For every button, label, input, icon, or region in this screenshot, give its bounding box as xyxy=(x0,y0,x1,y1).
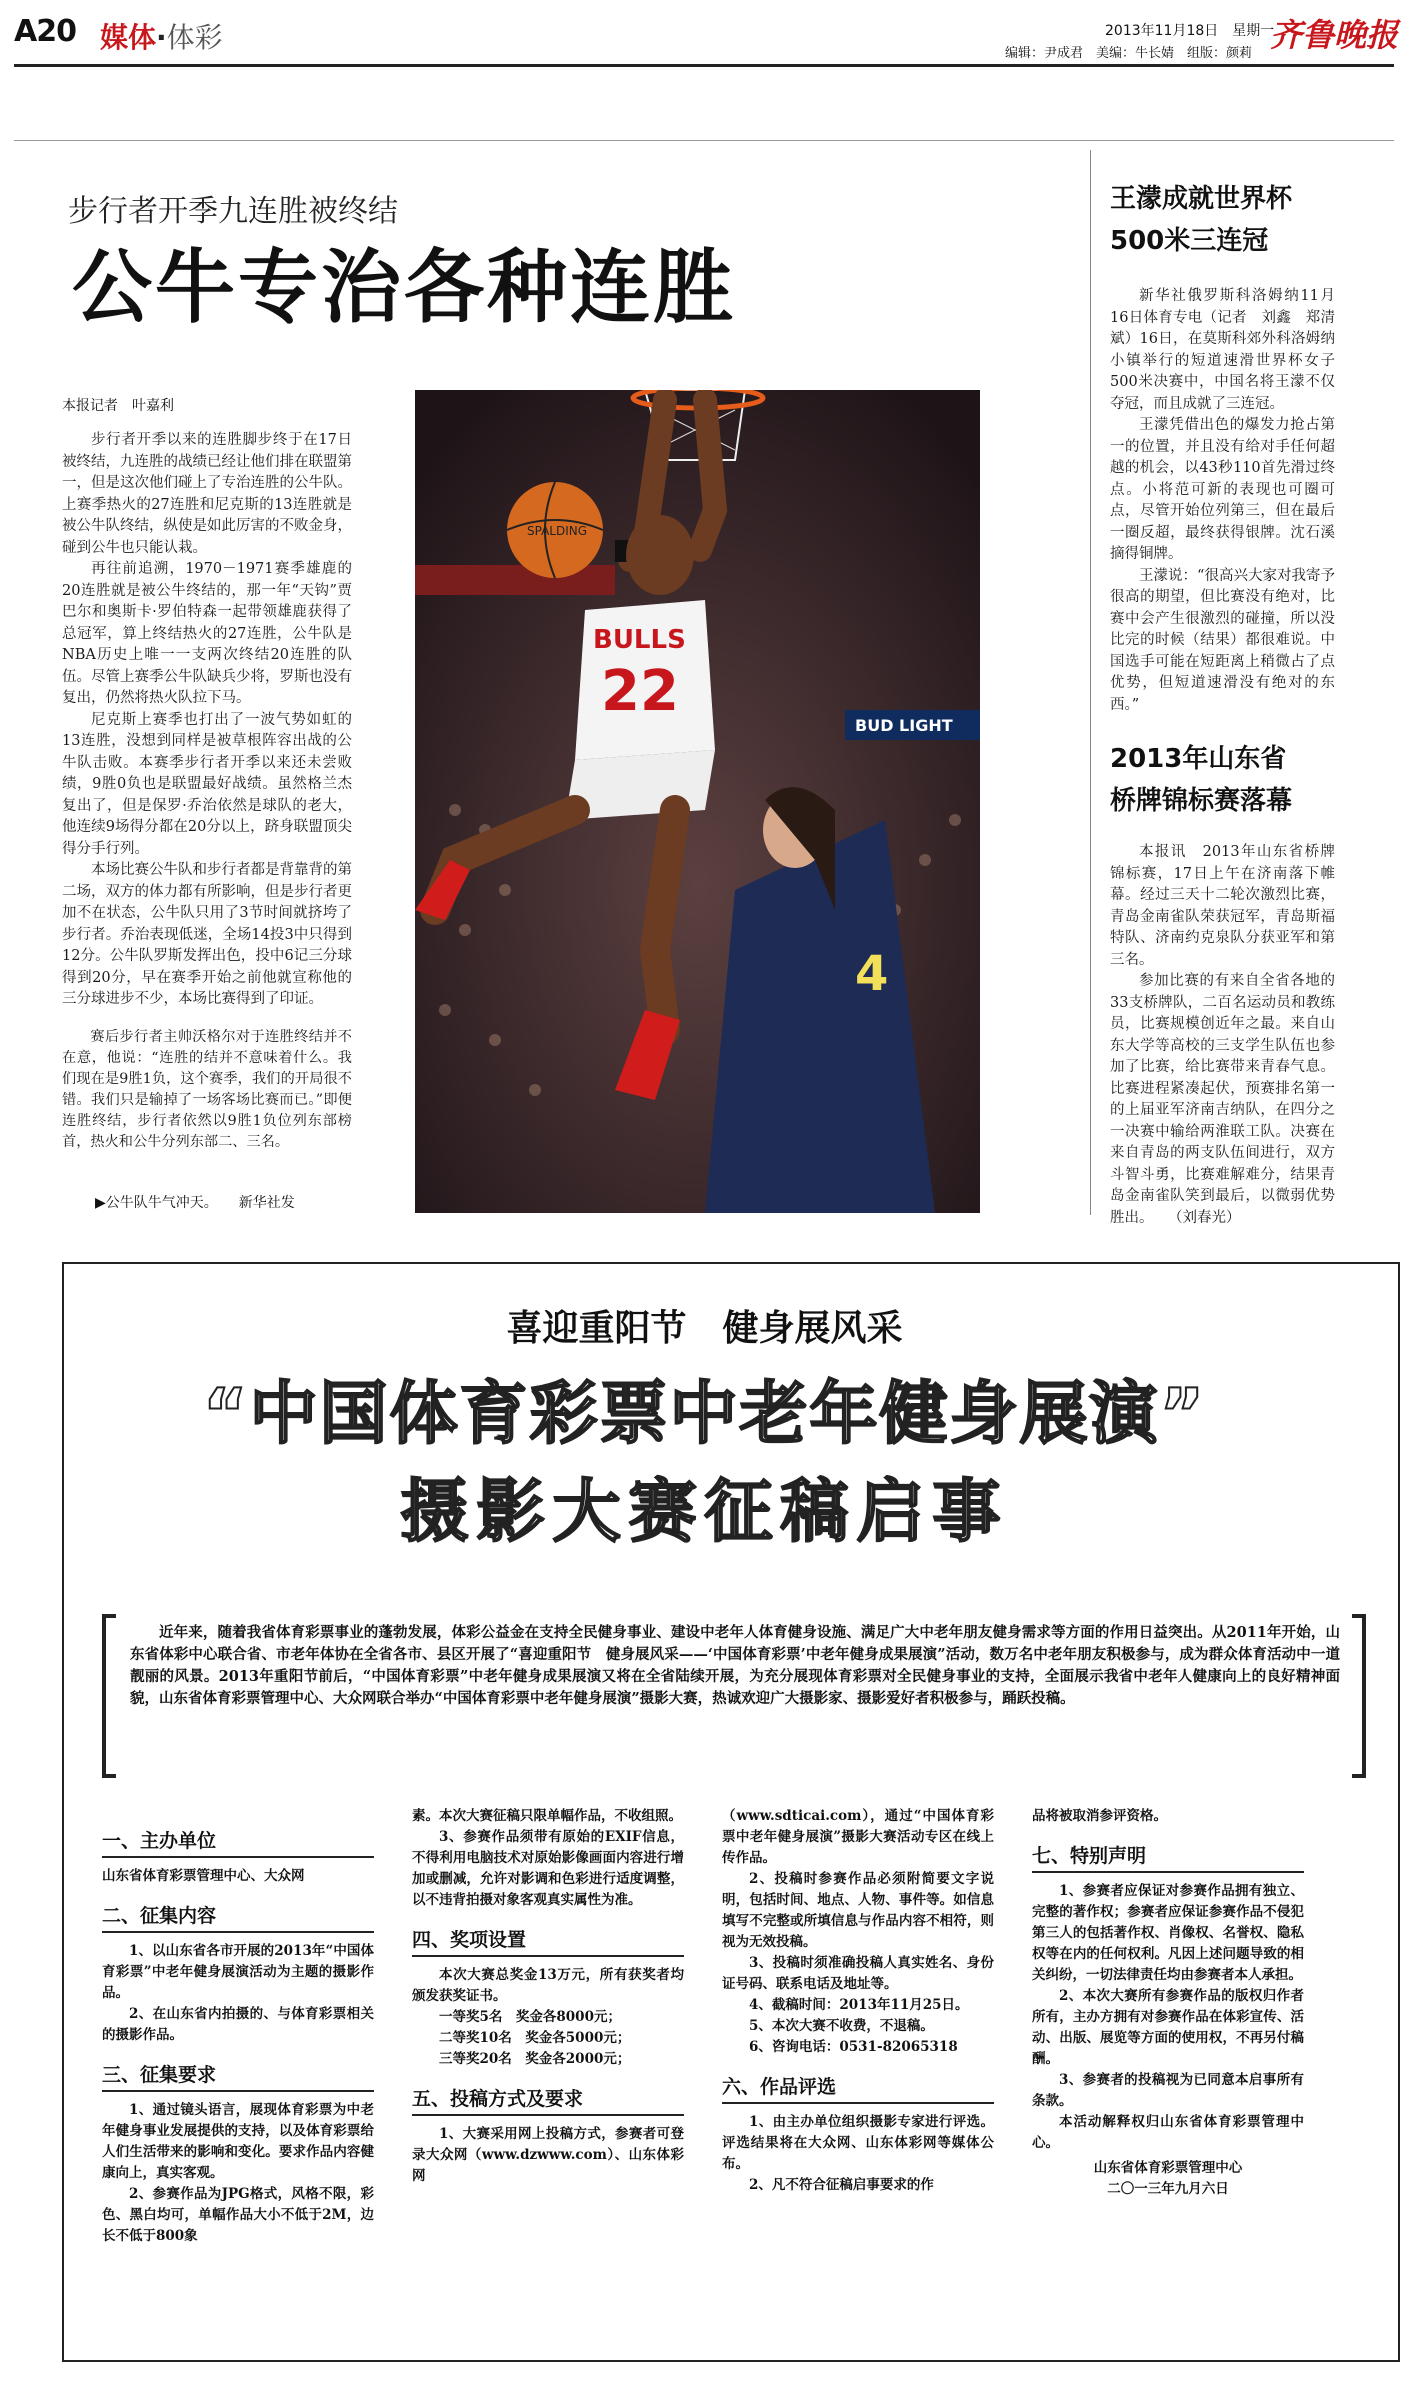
section-paragraph: （www.sdticai.com），通过“中国体育彩票中老年健身展演”摄影大赛活动专区在线上传作品。 xyxy=(722,1808,994,1866)
side1-body xyxy=(1110,286,1335,716)
side1-title xyxy=(1110,178,1292,262)
lead-body xyxy=(62,430,352,1011)
ad-column-4 xyxy=(1032,1806,1304,2200)
newspaper-logo: 齐鲁晚报 xyxy=(1270,16,1399,54)
section-heading: 四、奖项设置 xyxy=(412,1925,684,1957)
section-paragraph: 3、投稿时须准确投稿人真实姓名、身份证号码、联系电话及地址等。 xyxy=(722,1955,994,1992)
editors-line: 编辑：尹成君 美编：牛长婧 组版：颜莉 xyxy=(1005,46,1253,61)
ad-column-2 xyxy=(412,1806,684,2187)
section-heading: 七、特别声明 xyxy=(1032,1841,1304,1873)
section-body xyxy=(412,1965,684,2070)
section-paragraph: 2、投稿时参赛作品必须附简要文字说明，包括时间、地点、人物、事件等。如信息填写不完整或所填信息与作品内容不相符，则视为无效投稿。 xyxy=(722,1871,994,1950)
photo-caption: ▶公牛队牛气冲天。 新华社发 xyxy=(95,1195,295,1211)
column-divider xyxy=(1090,150,1091,1215)
ad-column-1 xyxy=(102,1812,374,2247)
ad-column-3 xyxy=(722,1806,994,2196)
section-heading: 六、作品评选 xyxy=(722,2072,994,2104)
prize-line: 三等奖20名 奖金各2000元； xyxy=(439,2051,631,2067)
ad-intro xyxy=(130,1622,1340,1710)
side2-paragraph: 本报讯 2013年山东省桥牌锦标赛，17日上午在济南落下帷幕。经过三天十二轮次激烈比赛，青岛金南雀队荣获冠军，青岛斯福特队、济南约克泉队分获亚军和第三名。 xyxy=(1110,844,1335,968)
section-paragraph: 3、参赛者的投稿视为已同意本启事所有条款。 xyxy=(1032,2072,1304,2109)
section-body xyxy=(412,2124,684,2187)
player-leg-right xyxy=(655,810,675,1030)
prize-line: 一等奖5名 奖金各8000元； xyxy=(439,2009,621,2025)
intro-bracket-left xyxy=(102,1614,116,1778)
section-paragraph: 6、咨询电话：0531-82065318 xyxy=(749,2039,958,2055)
section-heading: 五、投稿方式及要求 xyxy=(412,2084,684,2116)
side2-title xyxy=(1110,738,1292,822)
section-paragraph: 3、参赛作品须带有原始的EXIF信息，不得利用电脑技术对原始影像画面内容进行增加或删减，允许对影调和色彩进行适度调整，以不违背拍摄对象客观真实属性为准。 xyxy=(412,1829,684,1908)
section-paragraph: 1、由主办单位组织摄影专家进行评选。评选结果将在大众网、山东体彩网等媒体公布。 xyxy=(722,2114,994,2172)
section-paragraph: 5、本次大赛不收费，不退稿。 xyxy=(749,2018,934,2034)
section-paragraph: 2、凡不符合征稿启事要求的作 xyxy=(749,2177,934,2193)
lead-paragraph: 尼克斯上赛季也打出了一波气势如虹的13连胜，没想到同样是被草根阵容出战的公牛队击败。本赛季步行者开季以来还未尝败绩，9胜0负也是联盟最好战绩。虽然格兰杰复出了，但是保罗·乔治依然是球队的老大，他连续9场得分都在20分以上，跻身联盟顶尖得分手行列。 xyxy=(62,711,352,857)
lead-headline: 公牛专治各种连胜 xyxy=(72,241,736,334)
basketball-photo xyxy=(415,390,980,1213)
section-paragraph: 4、截稿时间：2013年11月25日。 xyxy=(749,1997,969,2013)
section-name xyxy=(100,16,223,56)
section-paragraph: 2、本次大赛所有参赛作品的版权归作者所有，主办方拥有对参赛作品在体彩宣传、活动、出版、展览等方面的使用权，不再另付稿酬。 xyxy=(1032,1988,1304,2067)
lead-kicker: 步行者开季九连胜被终结 xyxy=(68,194,398,229)
section-body xyxy=(102,1866,374,1887)
section-paragraph: 品将被取消参评资格。 xyxy=(1032,1808,1167,1824)
section-body xyxy=(102,2100,374,2247)
section-label: 媒体 xyxy=(100,21,157,54)
side1-paragraph: 王濛凭借出色的爆发力抢占第一的位置，并且没有给对手任何超越的机会，以43秒110首先滑过终点。小将范可新的表现也可圈可点，尽管开始位列第三，但在最后一圈反超，最终获得银牌。沈石溪摘得铜牌。 xyxy=(1110,417,1335,562)
photo-illustration xyxy=(415,390,980,1213)
jersey-team: BULLS xyxy=(593,625,686,655)
side2-body xyxy=(1110,842,1335,1229)
section-paragraph: 1、通过镜头语言，展现体育彩票为中老年健身事业发展提供的支持，以及体育彩票给人们生活带来的影响和变化。要求作品内容健康向上，真实客观。 xyxy=(102,2102,374,2181)
prize-line: 二等奖10名 奖金各5000元； xyxy=(439,2030,631,2046)
player-arm-right xyxy=(700,400,715,550)
jersey-number: 22 xyxy=(601,659,679,724)
ball-brand: SPALDING xyxy=(527,524,588,538)
section-paragraph: 1、以山东省各市开展的2013年“中国体育彩票”中老年健身展演活动为主题的摄影作品。 xyxy=(102,1943,374,2001)
ad-subtitle: 喜迎重阳节 健身展风采 xyxy=(506,1308,903,1349)
lead-paragraph: 再往前追溯，1970－1971赛季雄鹿的20连胜就是被公牛终结的，那一年“天钩”贾巴尔和奥斯卡·罗伯特森一起带领雄鹿获得了总冠军，算上终结热火的27连胜，公牛队是NBA历史上唯一一支两次终结20连胜的队伍。尽管上赛季公牛队缺兵少将，罗斯也没有复出，仍然将热火队拉下马。 xyxy=(62,561,352,706)
player-head xyxy=(626,515,694,595)
section-paragraph: 1、大赛采用网上投稿方式，参赛者可登录大众网（www.dzwww.com）、山东体彩网 xyxy=(412,2126,684,2184)
side1-title-line1: 王濛成就世界杯 xyxy=(1110,184,1293,214)
section-dot: · xyxy=(156,21,167,54)
lead-byline: 本报记者 叶嘉利 xyxy=(62,398,174,414)
section-body xyxy=(722,1806,994,2058)
lead-paragraph: 步行者开季以来的连胜脚步终于在17日被终结，九连胜的战绩已经让他们排在联盟第一，但是这次他们碰上了专治连胜的公牛队。上赛季热火的27连胜和尼克斯的13连胜就是被公牛队终结，纵使是如此厉害的不败金身，碰到公牛也只能认栽。 xyxy=(62,432,352,556)
section-body xyxy=(1032,1881,1304,2154)
side2-title-line2: 桥牌锦标赛落幕 xyxy=(1110,786,1293,816)
issue-date xyxy=(1105,20,1274,40)
section-paragraph: 山东省体育彩票管理中心、大众网 xyxy=(102,1868,305,1884)
lead-paragraph: 赛后步行者主帅沃格尔对于连胜终结并不在意，他说：“连胜的结并不意味着什么。我们现在是9胜1负，这个赛季，我们的开局很不错。我们只是输掉了一场客场比赛而已。”即便连胜终结，步行者依然以9胜1负位列东部榜首，热火和公牛分列东部二、三名。 xyxy=(62,1029,352,1150)
ad-signature xyxy=(1032,2158,1304,2200)
section-heading: 一、主办单位 xyxy=(102,1826,374,1858)
section-body xyxy=(722,2112,994,2196)
section-paragraph: 2、在山东省内拍摄的、与体育彩票相关的摄影作品。 xyxy=(102,2006,374,2043)
subsection-label: 体彩 xyxy=(166,21,223,54)
lead-body-bottom xyxy=(62,1027,352,1153)
weekday-text: 星期一 xyxy=(1232,23,1275,39)
header-rule-thin xyxy=(14,140,1394,141)
side1-title-line2: 500米三连冠 xyxy=(1110,226,1269,256)
intro-bracket-right xyxy=(1352,1614,1366,1778)
ad-title-line2: 摄影大赛征稿启事 xyxy=(400,1473,1009,1552)
section-paragraph: 素。本次大赛征稿只限单幅作品，不收组照。 xyxy=(412,1808,682,1824)
section-paragraph: 1、参赛者应保证对参赛作品拥有独立、完整的著作权；参赛者应保证参赛作品不侵犯第三人的包括著作权、肖像权、名誉权、隐私权等在内的任何权利。凡因上述问题导致的相关纠纷，一切法律责任均由参赛者本人承担。 xyxy=(1032,1883,1304,1983)
page-number: A20 xyxy=(14,14,76,49)
side2-paragraph: 参加比赛的有来自全省各地的33支桥牌队，二百名运动员和教练员，比赛规模创近年之最。来自山东大学等高校的三支学生队伍也参加了比赛，给比赛带来青春气息。比赛进程紧凑起伏，预赛排名第一的上届亚军济南吉纳队，在四分之一决赛中输给两淮联工队。决赛在来自青岛的两支队伍间进行，双方斗智斗勇，比赛难解难分，结果青岛金南雀队笑到最后，以微弱优势胜出。 （刘春光） xyxy=(1110,973,1335,1226)
section-paragraph: 2、参赛作品为JPG格式，风格不限，彩色、黑白均可，单幅作品大小不低于2M，边长不低于800象 xyxy=(102,2186,374,2244)
section-paragraph: 本次大赛总奖金13万元，所有获奖者均颁发获奖证书。 xyxy=(412,1967,684,2004)
arena-banner xyxy=(415,565,615,595)
ad-intro-text: 近年来，随着我省体育彩票事业的蓬勃发展，体彩公益金在支持全民健身事业、建设中老年人体育健身设施、满足广大中老年朋友健身需求等方面的作用日益突出。从2011年开始，山东省体彩中心联合省、市老年体协在全省各市、县区开展了“喜迎重阳节 健身展风采——‘中国体育彩票’中老年健身成果展演”活动，数万名中老年朋友积极参与，成为群众体育活动中一道靓丽的风景。2013年重阳节前后，“中国体育彩票”中老年健身成果展演又将在全省陆续开展，为充分展现体育彩票对全民健身事业的支持，全面展示我省中老年人健康向上的良好精神面貌，山东省体育彩票管理中心、大众网联合举办“中国体育彩票中老年健身展演”摄影大赛，热诚欢迎广大摄影家、摄影爱好者积极参与，踊跃投稿。 xyxy=(130,1624,1340,1707)
section-heading: 二、征集内容 xyxy=(102,1901,374,1933)
section-body xyxy=(102,1941,374,2046)
section-heading: 三、征集要求 xyxy=(102,2060,374,2092)
side2-title-line1: 2013年山东省 xyxy=(1110,744,1287,774)
section-paragraph: 本活动解释权归山东省体育彩票管理中心。 xyxy=(1032,2114,1304,2151)
ad-banner-text: BUD LIGHT xyxy=(855,716,953,735)
section-body xyxy=(1032,1806,1304,1827)
lead-paragraph: 本场比赛公牛队和步行者都是背靠背的第二场，双方的体力都有所影响，但是步行者更加不在状态，公牛队只用了3节时间就挤垮了步行者。乔治表现低迷，全场14投3中只得到12分。公牛队罗斯发挥出色，投中6记三分球得到20分，早在赛季开始之前他就宣称他的三分球进步不少，本场比赛得到了印证。 xyxy=(62,862,352,1007)
signature-date: 二〇一三年九月六日 xyxy=(1107,2181,1229,2197)
opponent-number: 4 xyxy=(855,946,889,1002)
section-body xyxy=(412,1806,684,1911)
header-rule xyxy=(14,64,1394,67)
date-text: 2013年11月18日 xyxy=(1105,23,1219,39)
side1-paragraph: 王濛说：“很高兴大家对我寄予很高的期望，但比赛没有绝对，比赛中会产生很激烈的碰撞，所以没比完的时候（结果）都很难说。中国选手可能在短距离上稍微占了点优势，但短道速滑没有绝对的东西。” xyxy=(1110,567,1335,713)
signature-org: 山东省体育彩票管理中心 xyxy=(1093,2160,1243,2176)
ad-title-line1: “中国体育彩票中老年健身展演” xyxy=(202,1375,1207,1454)
side1-paragraph: 新华社俄罗斯科洛姆纳11月16日体育专电（记者 刘鑫 郑清斌）16日，在莫斯科郊外科洛姆纳小镇举行的短道速滑世界杯女子500米决赛中，中国名将王濛不仅夺冠，而且成就了三连冠。 xyxy=(1110,288,1335,412)
